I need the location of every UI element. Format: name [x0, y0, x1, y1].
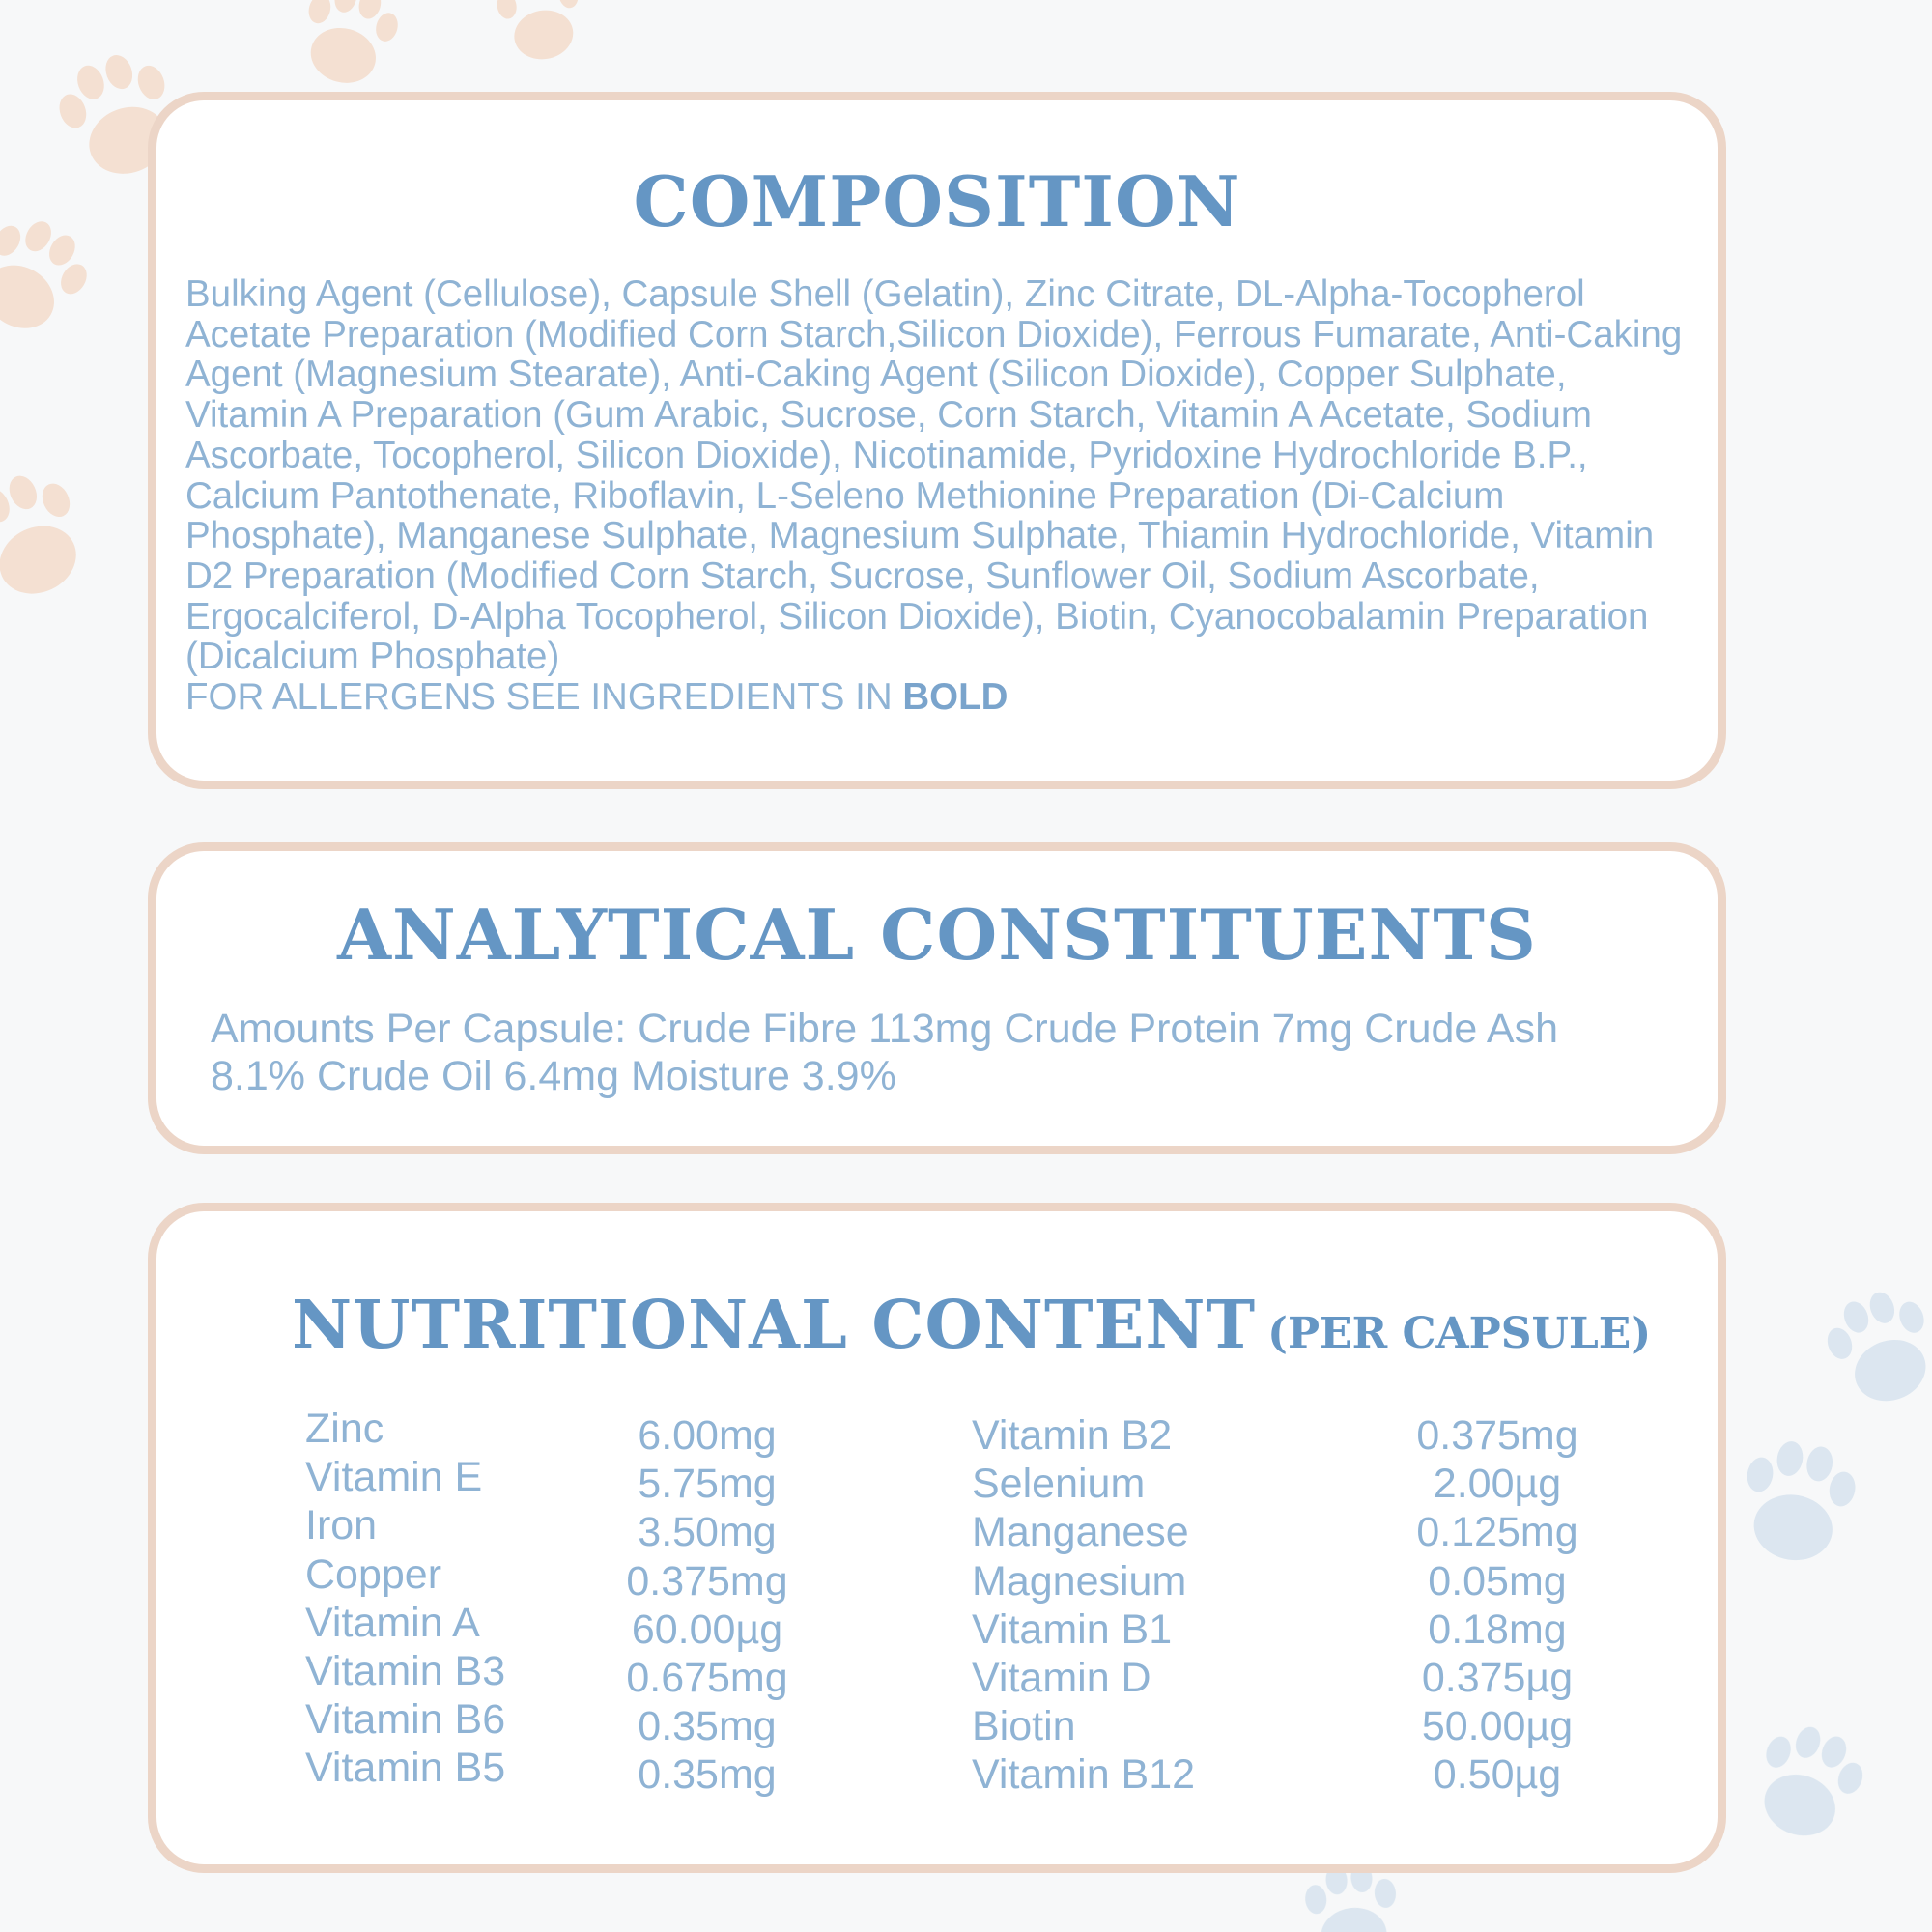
- nutrient-name: Vitamin A: [305, 1599, 480, 1646]
- nutrition-title: NUTRITIONAL CONTENT: [292, 1287, 1257, 1364]
- analytical-title: ANALYTICAL CONSTITUENTS: [337, 894, 1537, 976]
- analytical-text: Amounts Per Capsule: Crude Fibre 113mg Crude Protein 7mg Crude Ash 8.1% Crude Oil 6.4mg Moisture 3.9%: [211, 1006, 1559, 1099]
- nutrient-value: 2.00µg: [1433, 1461, 1562, 1508]
- paw-print-icon: [1817, 1280, 1932, 1415]
- nutrient-name: Copper: [305, 1550, 442, 1598]
- paw-print-icon: [0, 460, 100, 612]
- nutrient-name: Selenium: [972, 1461, 1146, 1508]
- nutrient-value: 0.50µg: [1433, 1751, 1562, 1799]
- nutrient-names-left: [305, 1405, 505, 1793]
- nutrient-value: 5.75mg: [638, 1461, 777, 1508]
- nutrient-name: Vitamin B3: [305, 1648, 506, 1695]
- nutrient-name: Vitamin B6: [305, 1696, 506, 1744]
- allergen-note: [185, 677, 1689, 718]
- paw-print-icon: [493, 0, 588, 66]
- composition-ingredients: Bulking Agent (Cellulose), Capsule Shell (Gelatin), Zinc Citrate, DL-Alpha-Tocopherol Acetate Preparation (Modified Corn Starch,Silicon Dioxide), Ferrous Fumarate, Anti-Caking Agent (Magnesium Stearate), Anti-Caking Agent (Silicon Dioxide), Copper Sulphate, Vitamin A Preparation (Gum Arabic, Sucrose, Corn Starch, Vitamin A Acetate, Sodium Ascorbate, Tocopherol, Silicon Dioxide), Nicotinamide, Pyridoxine Hydrochloride B.P., Calcium Pantothenate, Riboflavin, L-Seleno Methionine Preparation (Di-Calcium Phosphate), Manganese Sulphate, Magnesium Sulphate, Thiamin Hydrochloride, Vitamin D2 Preparation (Modified Corn Starch, Sucrose, Sunflower Oil, Sodium Ascorbate, Ergocalciferol, D-Alpha Tocopherol, Silicon Dioxide), Biotin, Cyanocobalamin Preparation (Dicalcium Phosphate): [185, 273, 1683, 678]
- nutrient-name: Iron: [305, 1502, 378, 1549]
- nutrient-name: Zinc: [305, 1406, 384, 1452]
- nutrition-heading: [292, 1287, 1651, 1364]
- nutrient-name: Magnesium: [972, 1557, 1187, 1605]
- composition-title: COMPOSITION: [633, 160, 1241, 242]
- nutrient-name: Biotin: [972, 1703, 1076, 1750]
- nutrient-name: Vitamin B5: [305, 1745, 506, 1792]
- allergen-note-text: FOR ALLERGENS SEE INGREDIENTS IN: [185, 676, 893, 719]
- nutrient-value: 50.00µg: [1421, 1703, 1574, 1750]
- paw-print-icon: [1743, 1715, 1873, 1850]
- nutrient-values-right: [1401, 1411, 1594, 1800]
- nutrient-value: 0.375mg: [1416, 1412, 1578, 1459]
- nutrient-value: 0.35mg: [638, 1751, 777, 1799]
- nutrient-value: 0.375µg: [1421, 1655, 1574, 1702]
- paw-print-icon: [0, 205, 101, 348]
- nutritional-content-card: [148, 1203, 1726, 1873]
- nutrient-value: 6.00mg: [638, 1412, 777, 1459]
- nutrient-value: 0.05mg: [1428, 1557, 1567, 1605]
- nutrient-name: Vitamin B2: [972, 1412, 1173, 1459]
- allergen-bold-word: BOLD: [902, 676, 1009, 719]
- nutrient-name: Manganese: [972, 1509, 1189, 1556]
- nutrient-names-right: [972, 1411, 1195, 1800]
- composition-text: [185, 274, 1689, 718]
- nutrient-name: Vitamin B1: [972, 1605, 1173, 1653]
- nutrient-value: 3.50mg: [638, 1509, 777, 1556]
- nutrient-name: Vitamin B12: [972, 1751, 1196, 1799]
- nutrient-name: Vitamin D: [972, 1655, 1151, 1702]
- analytical-constituents-card: [148, 842, 1726, 1154]
- nutrient-value: 0.35mg: [638, 1703, 777, 1750]
- nutrient-value: 60.00µg: [631, 1605, 783, 1653]
- nutrient-values-left: [611, 1411, 804, 1800]
- nutrient-value: 0.375mg: [626, 1557, 788, 1605]
- paw-print-icon: [293, 0, 406, 94]
- nutrient-name: Vitamin E: [305, 1454, 483, 1501]
- nutrient-value: 0.18mg: [1428, 1605, 1567, 1653]
- nutrient-value: 0.675mg: [626, 1655, 788, 1702]
- composition-card: [148, 92, 1726, 789]
- paw-print-icon: [1734, 1435, 1861, 1569]
- nutrition-subtitle: (PER CAPSULE): [1267, 1309, 1652, 1358]
- nutrient-value: 0.125mg: [1416, 1509, 1578, 1556]
